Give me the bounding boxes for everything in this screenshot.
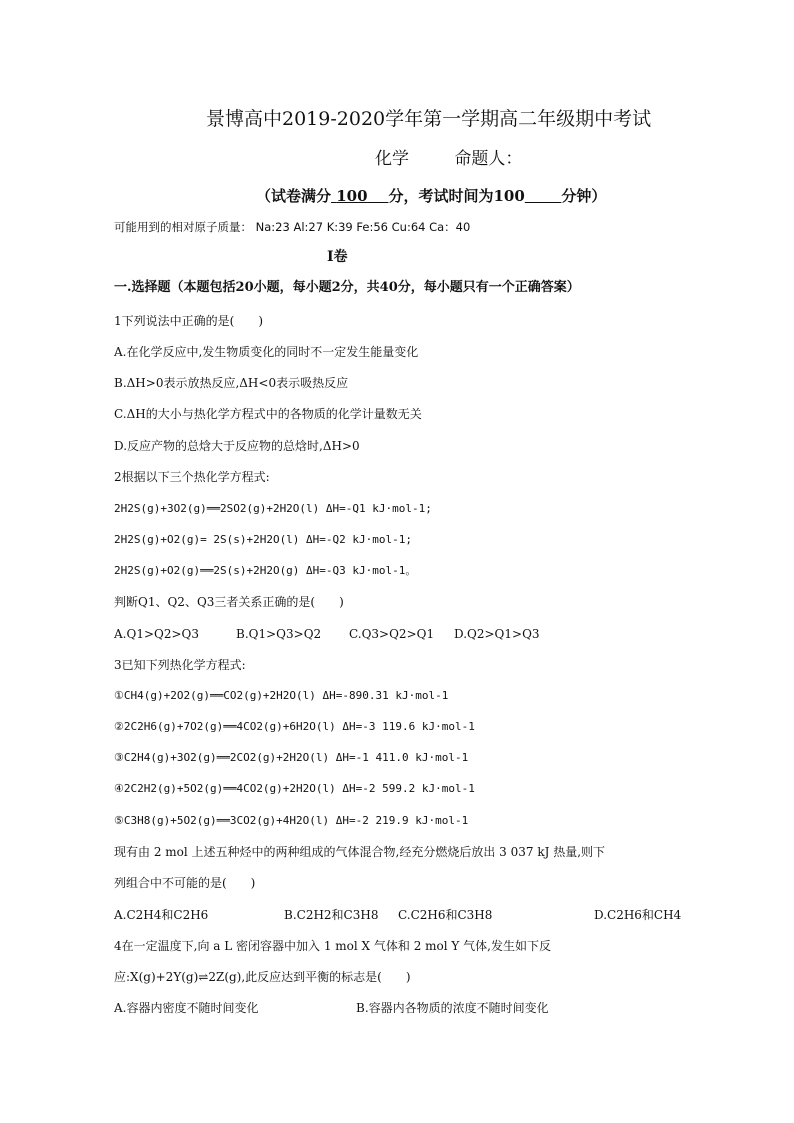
q3-option-d: D.C2H6和CH4 — [594, 908, 682, 922]
q3-description-1: 现有由 2 mol 上述五种烃中的两种组成的气体混合物,经充分燃烧后放出 3 037 kJ 热量,则下 — [114, 845, 606, 859]
q2-option-c: C.Q3>Q2>Q1 — [349, 627, 435, 641]
q2-stem: 2根据以下三个热化学方程式: — [114, 470, 270, 484]
q4-option-b: B.容器内各物质的浓度不随时间变化 — [356, 1001, 549, 1015]
exam-note — [256, 186, 606, 206]
q3-option-a: A.C2H4和C2H6 — [114, 908, 209, 922]
q3-equation-1: ①CH4(g)+2O2(g)══CO2(g)+2H2O(l) ΔH=-890.31 kJ·mol-1 — [114, 689, 449, 702]
section-heading: 一.选择题（本题包括20小题，每小题2分，共40分，每小题只有一个正确答案） — [114, 280, 580, 295]
q2-question: 判断Q1、Q2、Q3三者关系正确的是( ) — [114, 595, 344, 609]
q1-stem: 1下列说法中正确的是( ) — [114, 314, 263, 328]
q3-equation-2: ②2C2H6(g)+7O2(g)══4CO2(g)+6H2O(l) ΔH=-3 119.6 kJ·mol-1 — [114, 720, 475, 733]
q4-stem-2: 应:X(g)+2Y(g)⇌2Z(g),此反应达到平衡的标志是( ) — [114, 970, 411, 984]
q4-stem-1: 4在一定温度下,向 a L 密闭容器中加入 1 mol X 气体和 2 mol Y 气体,发生如下反 — [114, 939, 551, 953]
q1-option-c: C.ΔH的大小与热化学方程式中的各物质的化学计量数无关 — [114, 407, 422, 421]
time-blank — [525, 187, 562, 205]
q3-option-c: C.C2H6和C3H8 — [398, 908, 493, 922]
atomic-masses: 可能用到的相对原子质量： Na:23 Al:27 K:39 Fe:56 Cu:64 Ca：40 — [114, 220, 471, 234]
q3-equation-5: ⑤C3H8(g)+5O2(g)══3CO2(g)+4H2O(l) ΔH=-2 219.9 kJ·mol-1 — [114, 814, 469, 827]
q3-description-2: 列组合中不可能的是( ) — [114, 876, 256, 890]
q1-option-b: B.ΔH>0表示放热反应,ΔH<0表示吸热反应 — [114, 376, 349, 390]
note-prefix: （试卷满分 — [256, 187, 332, 205]
q2-equation-2: 2H2S(g)+O2(g)= 2S(s)+2H2O(l) ΔH=-Q2 kJ·mol-1; — [114, 533, 413, 546]
q3-option-b: B.C2H2和C3H8 — [284, 908, 379, 922]
exam-title: 景博高中2019-2020学年第一学期高二年级期中考试 — [206, 108, 652, 130]
full-score: 100 — [336, 187, 368, 205]
q2-option-b: B.Q1>Q3>Q2 — [236, 627, 322, 641]
subject-name: 化学 — [375, 149, 409, 169]
volume-label: I卷 — [327, 249, 348, 265]
time-value: 100 — [493, 187, 525, 205]
q1-option-d: D.反应产物的总焓大于反应物的总焓时,ΔH>0 — [114, 439, 360, 453]
q3-equation-3: ③C2H4(g)+3O2(g)══2CO2(g)+2H2O(l) ΔH=-1 411.0 kJ·mol-1 — [114, 751, 469, 764]
note-suffix: 分钟） — [561, 187, 607, 205]
q2-option-d: D.Q2>Q1>Q3 — [454, 627, 540, 641]
q1-option-a: A.在化学反应中,发生物质变化的同时不一定发生能量变化 — [114, 345, 419, 359]
q2-option-a: A.Q1>Q2>Q3 — [114, 627, 200, 641]
q2-equation-3: 2H2S(g)+O2(g)══2S(s)+2H2O(g) ΔH=-Q3 kJ·mol-1。 — [114, 564, 417, 577]
subject-line — [375, 148, 522, 170]
q3-stem: 3已知下列热化学方程式: — [114, 658, 246, 672]
note-mid: 分，考试时间为 — [388, 187, 494, 205]
author-label: 命题人： — [454, 149, 523, 169]
q3-equation-4: ④2C2H2(g)+5O2(g)══4CO2(g)+2H2O(l) ΔH=-2 599.2 kJ·mol-1 — [114, 782, 475, 795]
q4-option-a: A.容器内密度不随时间变化 — [114, 1001, 259, 1015]
q2-equation-1: 2H2S(g)+3O2(g)══2SO2(g)+2H2O(l) ΔH=-Q1 kJ·mol-1; — [114, 502, 432, 515]
